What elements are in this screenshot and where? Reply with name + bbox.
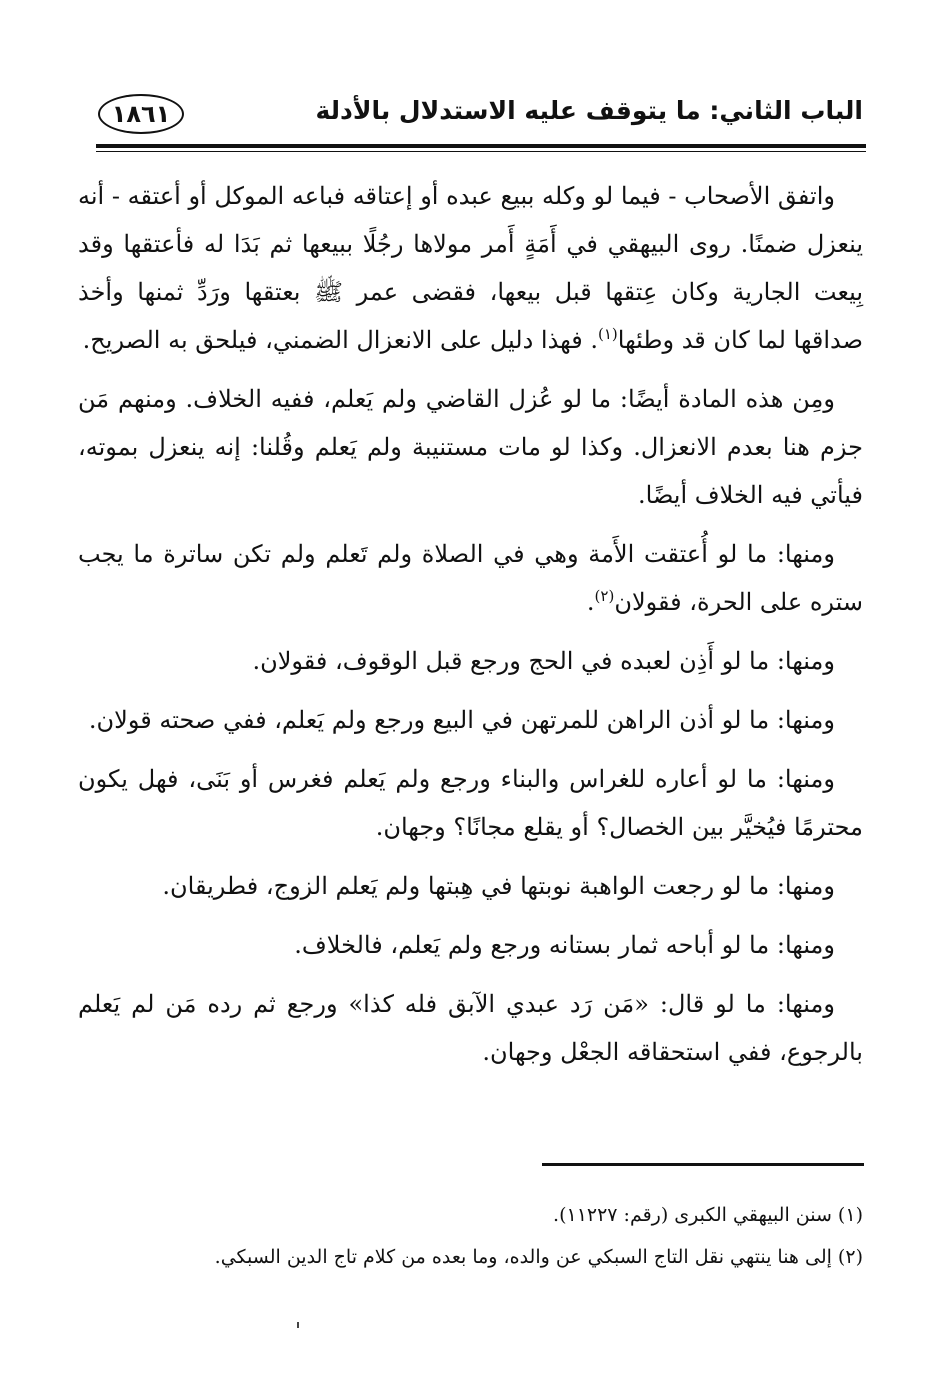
footnote-separator (542, 1163, 864, 1166)
footnote: (١) سنن البيهقي الكبرى (رقم: ١١٢٢٧). (553, 1204, 863, 1226)
footnote-reference[interactable]: (٢) (594, 587, 615, 605)
footnotes (78, 1194, 863, 1278)
header-rule-thin (96, 151, 866, 152)
paragraph: واتفق الأصحاب - فيما لو وكله ببيع عبده أو إعتاقه فباعه الموكل أو أعتقه - أنه ينعزل ضمنًا. روى البيهقي في أَمَةٍ أَمر مولاها رجُلًا ببيعها ثم بَدَا له فأعتقها وقد بِيعت الجارية وكان عِتقها قبل بيعها، فقضى عمر ﷺ بعتقها ورَدِّ ثمنها وأخذ صداقها لما كان قد وطئها$^{(١)}$. فهذا دليل على الانعزال الضمني، فيلحق به الصريح. (78, 182, 863, 354)
running-title: الباب الثاني: ما يتوقف عليه الاستدلال بالأدلة (315, 96, 863, 125)
header-rule-thick (96, 144, 866, 148)
paragraph: ومنها: ما لو رجعت الواهبة نوبتها في هِبتها ولم يَعلم الزوج، فطريقان. (162, 872, 835, 900)
body-text (78, 172, 863, 1087)
footnote-reference[interactable]: (١) (597, 325, 618, 343)
paragraph: ومنها: ما لو أَذِن لعبده في الحج ورجع قبل الوقوف، فقولان. (252, 647, 835, 675)
paragraph: ومنها: ما لو أذن الراهن للمرتهن في البيع ورجع ولم يَعلم، ففي صحته قولان. (88, 706, 835, 734)
paragraph: ومنها: ما لو أُعتقت الأَمة وهي في الصلاة ولم تَعلم ولم تكن ساترة ما يجب ستره على الحرة، فقولان$^{(٢)}$. (78, 540, 863, 616)
footnote: (٢) إلى هنا ينتهي نقل التاج السبكي عن والده، وما بعده من كلام تاج الدين السبكي. (214, 1246, 863, 1268)
paragraph: ومِن هذه المادة أيضًا: ما لو عُزل القاضي ولم يَعلم، ففيه الخلاف. ومنهم مَن جزم هنا بعدم الانعزال. وكذا لو مات مستنيبة ولم يَعلم وقُلنا: إنه ينعزل بموته، فيأتي فيه الخلاف أيضًا. (78, 385, 863, 509)
paragraph: ومنها: ما لو أباحه ثمار بستانه ورجع ولم يَعلم، فالخلاف. (294, 931, 835, 959)
stray-mark (297, 1322, 299, 1328)
page-header (78, 92, 863, 142)
page-number: ١٨٦١ (98, 94, 184, 134)
paragraph: ومنها: ما لو قال: «مَن رَد عبدي الآبق فله كذا» ورجع ثم رده مَن لم يَعلم بالرجوع، ففي استحقاقه الجعْل وجهان. (78, 990, 863, 1066)
paragraph: ومنها: ما لو أعاره للغراس والبناء ورجع ولم يَعلم فغرس أو بَنَى، فهل يكون محترمًا فيُخيَّر بين الخصال؟ أو يقلع مجانًا؟ وجهان. (78, 765, 863, 841)
